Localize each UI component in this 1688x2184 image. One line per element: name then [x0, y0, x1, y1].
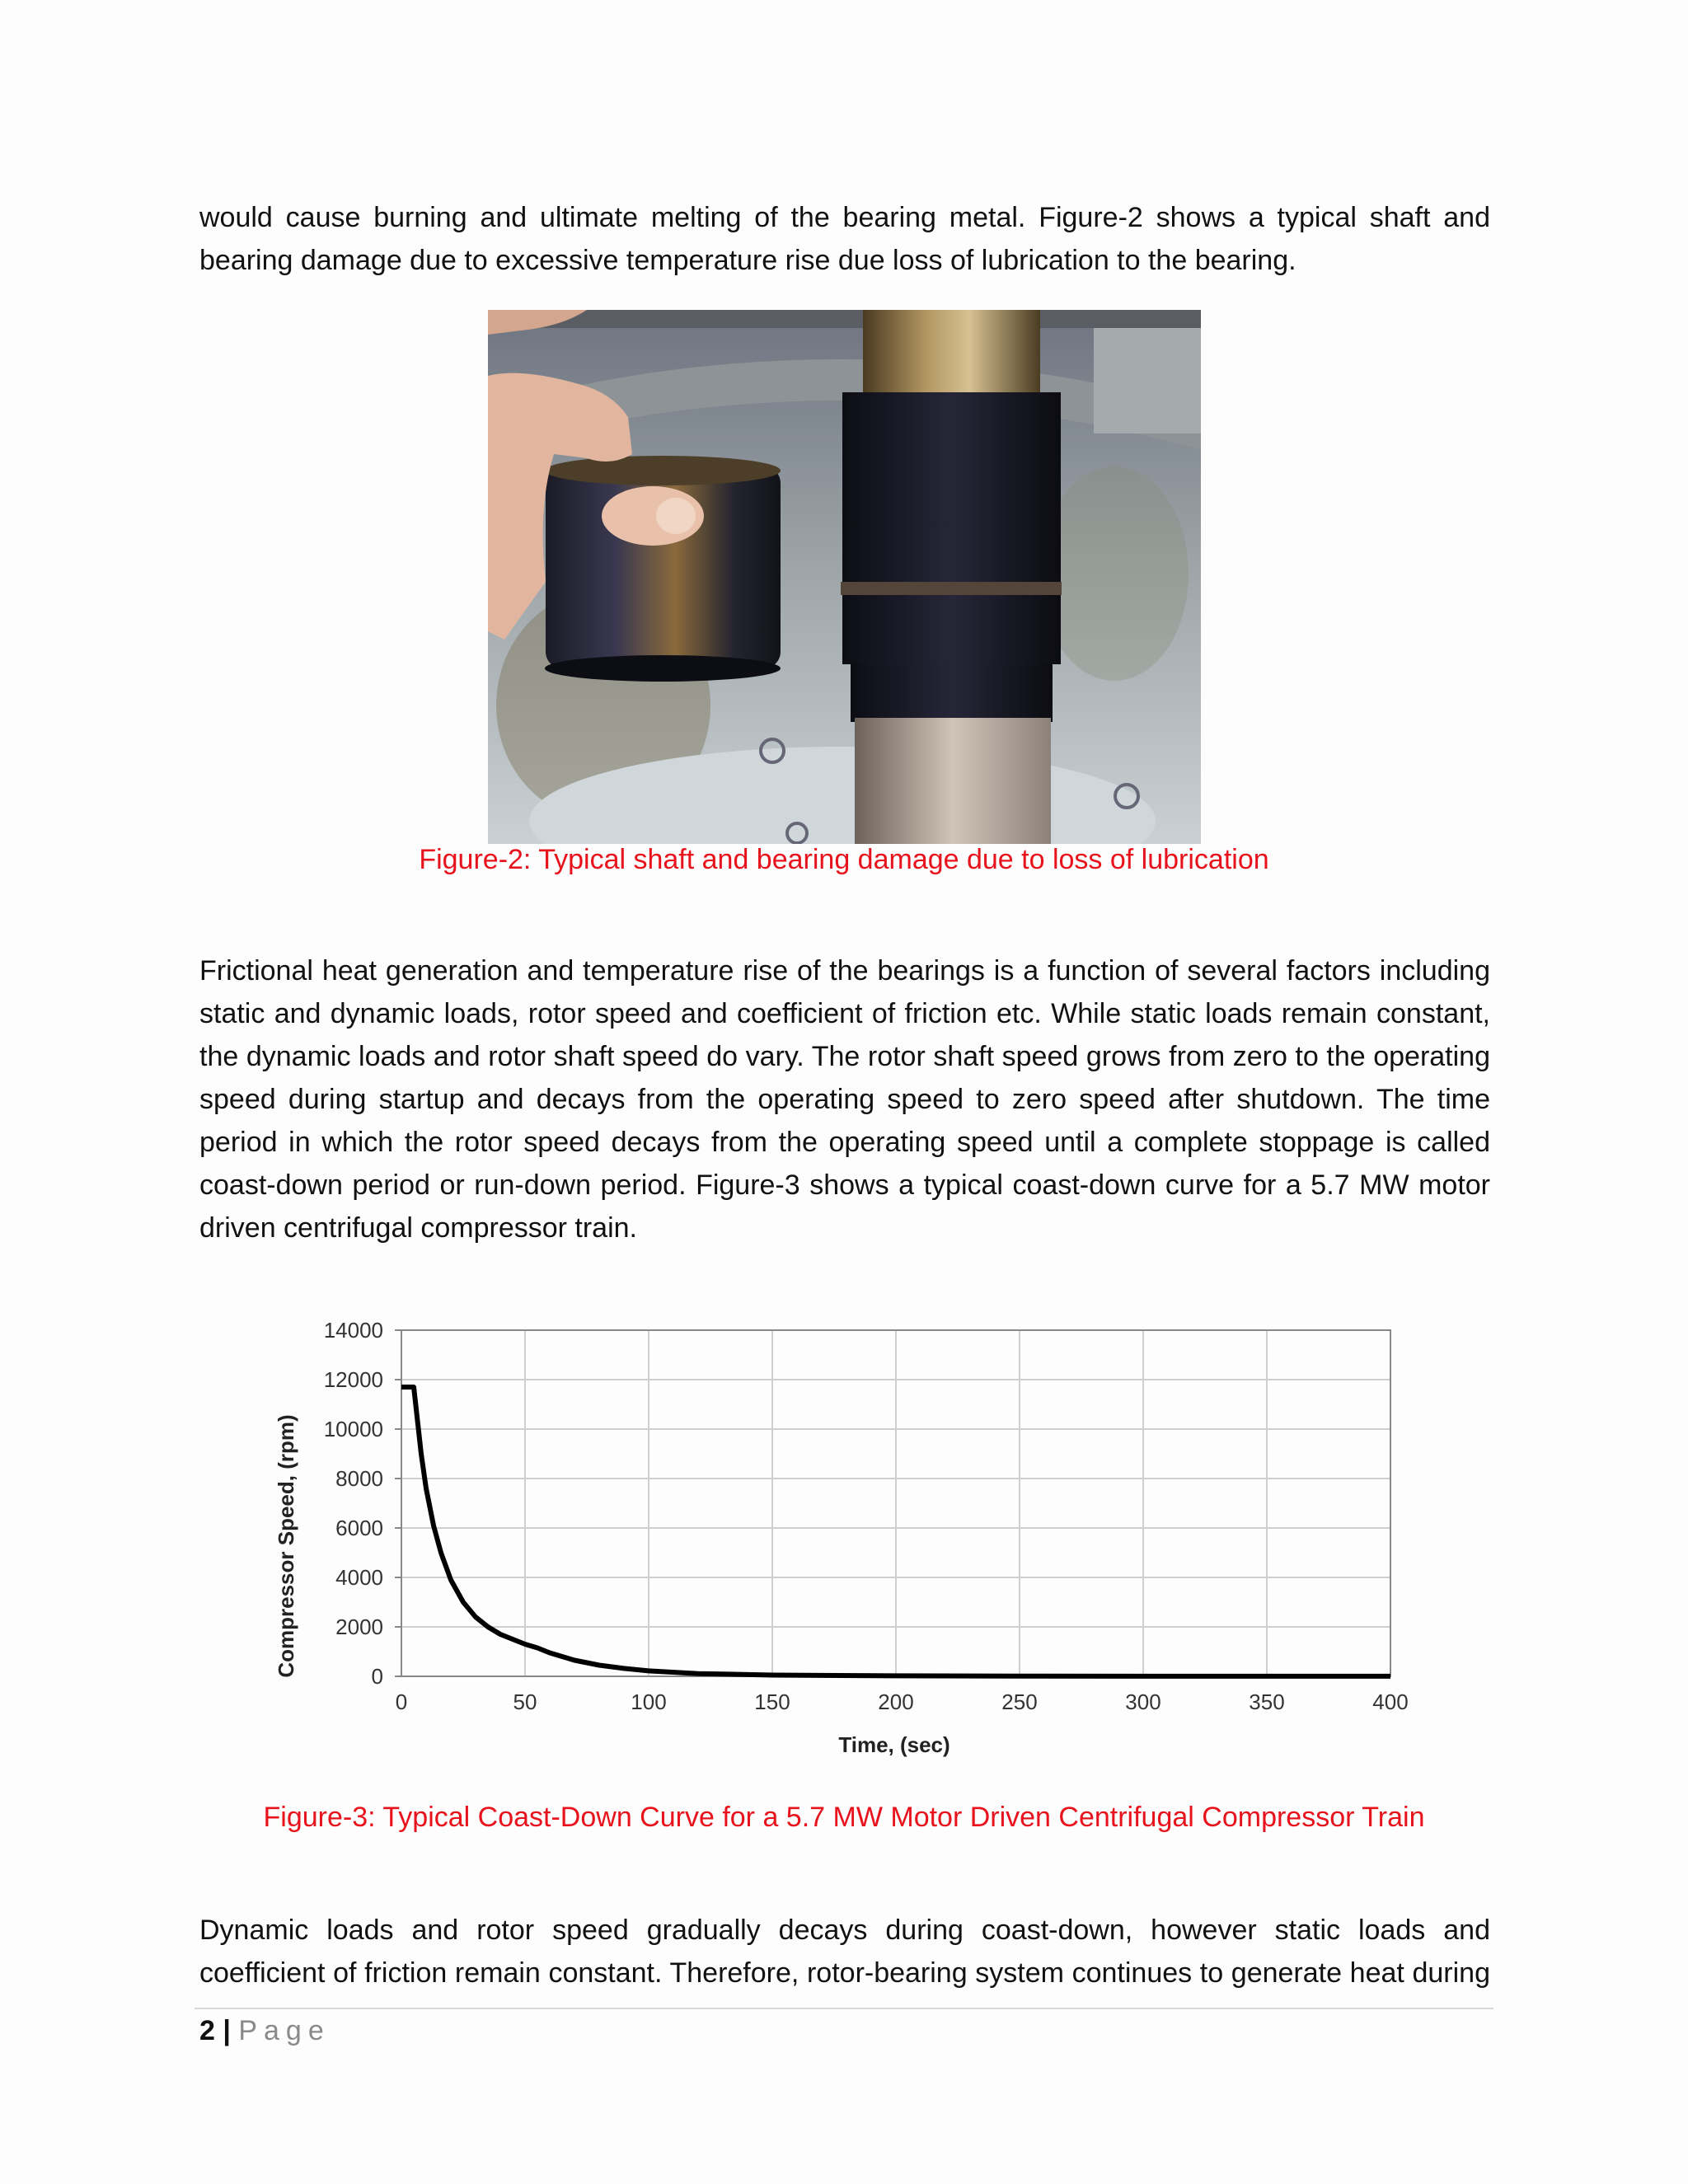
chart-grid	[395, 1330, 1390, 1676]
y-tick-labels	[324, 1318, 383, 1689]
page-number: 2	[199, 2015, 215, 2046]
y-tick-label: 12000	[323, 1367, 383, 1392]
paragraph-coast-down: Frictional heat generation and temperature rise of the bearings is a function of several factors including static and dynamic loads, rotor speed and coefficient of friction etc. While static loads remain constant, the dynamic loads and rotor shaft speed do vary. The rotor shaft speed grows from zero to the operating speed during startup and decays from the operating speed to zero speed after shutdown. The time period in which the rotor speed decays from the operating speed until a complete stoppage is called coast-down period or run-down period. Figure-3 shows a typical coast-down curve for a 5.7 MW motor driven centrifugal compressor train.	[199, 955, 1490, 1244]
shaft-bearing-damage-photo	[488, 310, 1201, 844]
figure-3-caption: Figure-3: Typical Coast-Down Curve for a 5.7 MW Motor Driven Centrifugal Compressor Train	[263, 1802, 1425, 1833]
y-axis-label: Compressor Speed, (rpm)	[274, 1414, 298, 1678]
page-label: Page	[238, 2015, 331, 2046]
x-axis-label: Time, (sec)	[838, 1732, 950, 1757]
x-tick-label: 150	[754, 1690, 790, 1714]
x-tick-label: 300	[1125, 1690, 1161, 1714]
x-tick-label: 250	[1001, 1690, 1038, 1714]
y-tick-label: 10000	[323, 1417, 383, 1441]
paragraph-intro: would cause burning and ultimate melting of the bearing metal. Figure-2 shows a typical shaft and bearing damage due to excessive temperature rise due loss of lubrication to the bearing.	[199, 202, 1490, 276]
x-tick-label: 200	[878, 1690, 914, 1714]
page-footer	[199, 2013, 331, 2049]
x-tick-label: 400	[1372, 1690, 1409, 1714]
x-tick-label: 100	[631, 1690, 667, 1714]
y-tick-label: 8000	[335, 1466, 383, 1491]
y-tick-label: 14000	[323, 1318, 383, 1343]
paragraph-dynamic-loads: Dynamic loads and rotor speed gradually decays during coast-down, however static loads and coefficient of friction remain constant. Therefore, rotor-bearing system continues to generate heat during	[199, 1915, 1490, 1989]
footer-divider	[195, 2008, 1493, 2009]
footer-separator: |	[223, 2015, 231, 2046]
figure-2-caption: Figure-2: Typical shaft and bearing damage due to loss of lubrication	[419, 844, 1269, 875]
y-tick-label: 4000	[335, 1565, 383, 1590]
x-tick-labels	[396, 1690, 1409, 1714]
x-tick-label: 0	[395, 1690, 408, 1714]
y-tick-label: 2000	[335, 1615, 383, 1639]
coast-down-chart	[264, 1302, 1434, 1772]
x-tick-label: 50	[513, 1690, 537, 1714]
y-tick-label: 0	[371, 1664, 383, 1689]
y-tick-label: 6000	[335, 1516, 383, 1540]
x-tick-label: 350	[1249, 1690, 1285, 1714]
